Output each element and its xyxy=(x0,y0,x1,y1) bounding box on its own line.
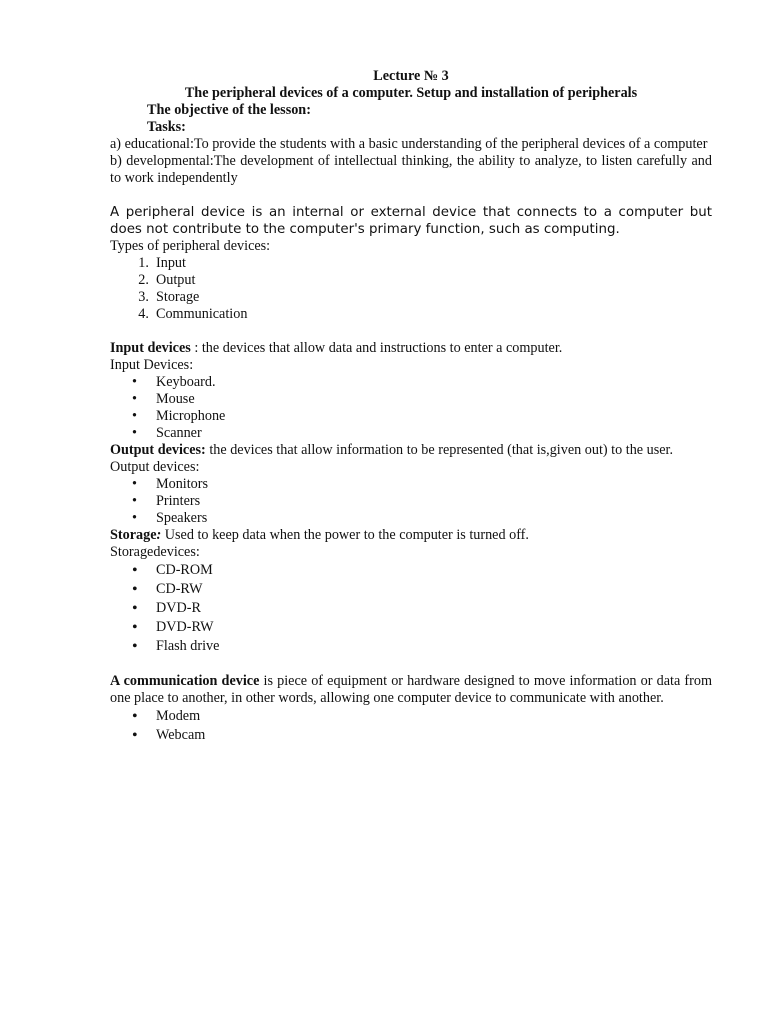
list-item: • Webcam xyxy=(132,727,206,744)
list-item: • Monitors xyxy=(132,476,209,492)
tasks-heading: Tasks: xyxy=(147,119,186,135)
lecture-heading xyxy=(110,68,712,102)
types-list xyxy=(110,255,712,323)
goal-developmental: b) developmental:The development of intellectual thinking, the ability to analyze, to listen carefully and to work independently xyxy=(110,153,712,186)
list-item: • CD-ROM xyxy=(132,562,213,579)
list-item: 2. Output xyxy=(138,272,196,288)
storage-list-label: Storagedevices: xyxy=(110,544,200,560)
list-item: • Speakers xyxy=(132,510,208,526)
list-item: • Mouse xyxy=(132,391,195,407)
output-list xyxy=(110,476,712,527)
list-item: • Scanner xyxy=(132,425,202,441)
objective-heading: The objective of the lesson: xyxy=(147,102,311,118)
storage-definition: Storage: Used to keep data when the power to the computer is turned off. xyxy=(110,527,529,543)
list-item: • Keyboard. xyxy=(132,374,216,390)
list-item: 4. Communication xyxy=(138,306,248,322)
types-label: Types of peripheral devices: xyxy=(110,238,271,254)
list-item: • DVD-RW xyxy=(132,619,214,636)
output-definition: Output devices: the devices that allow information to be represented (that is,given out) to the user. xyxy=(110,442,674,458)
list-item: • Microphone xyxy=(132,408,226,424)
list-item: • Modem xyxy=(132,708,201,725)
list-item: • CD-RW xyxy=(132,581,203,598)
input-list-label: Input Devices: xyxy=(110,357,194,373)
input-definition: Input devices : the devices that allow data and instructions to enter a computer. xyxy=(110,340,563,356)
peripheral-definition: A peripheral device is an internal or external device that connects to a computer but does not contribute to the computer's primary function, such as computing. xyxy=(110,205,712,237)
input-list xyxy=(110,374,712,442)
list-item: 1. Input xyxy=(138,255,186,271)
lecture-title: The peripheral devices of a computer. Setup and installation of peripherals xyxy=(184,85,638,101)
output-list-label: Output devices: xyxy=(110,459,200,475)
goal-educational: a) educational:To provide the students with a basic understanding of the peripheral devices of a computer xyxy=(110,136,708,152)
list-item: 3. Storage xyxy=(138,289,200,305)
list-item: • Printers xyxy=(132,493,201,509)
list-item: • Flash drive xyxy=(132,638,220,655)
communication-list xyxy=(110,707,712,745)
lecture-number: Lecture № 3 xyxy=(373,68,449,84)
storage-list xyxy=(110,561,712,656)
document-page xyxy=(110,68,712,745)
list-item: • DVD-R xyxy=(132,600,201,617)
communication-definition: A communication device is piece of equipment or hardware designed to move information or data from one place to another, in other words, allowing one computer device to communicate with another. xyxy=(110,673,712,706)
